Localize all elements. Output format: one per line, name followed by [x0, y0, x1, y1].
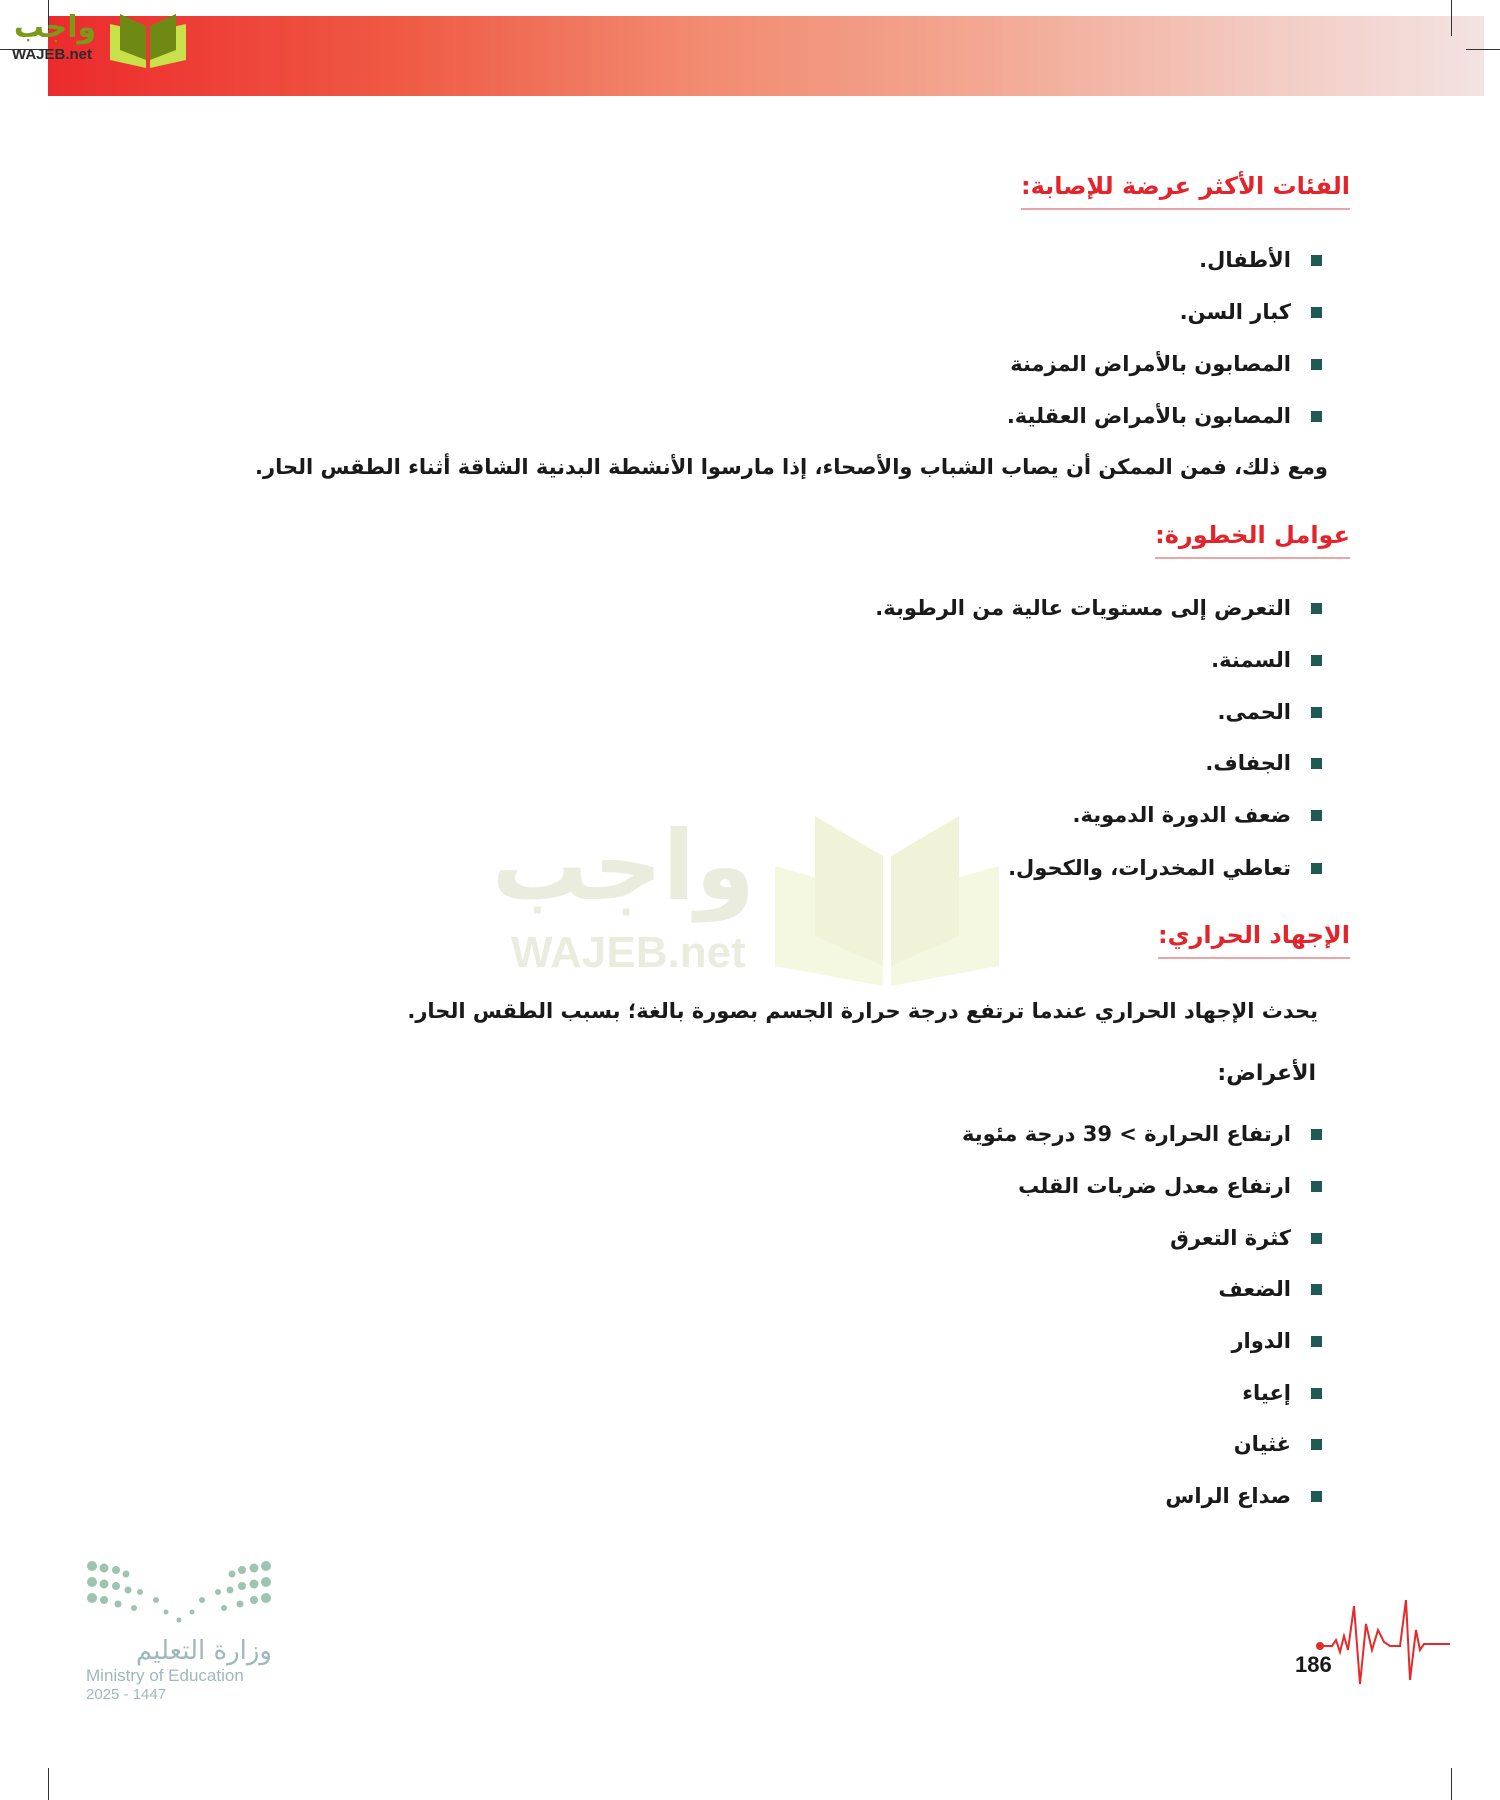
logo-arabic: واجب — [13, 10, 97, 45]
bullet-icon — [1311, 863, 1322, 874]
year-label: 2025 - 1447 — [86, 1686, 167, 1703]
definition-paragraph: يحدث الإجهاد الحراري عندما ترتفع درجة حرارة الجسم بصورة بالغة؛ بسبب الطقس الحار. — [407, 999, 1318, 1023]
bullet-icon — [1311, 1336, 1322, 1347]
crop-mark — [48, 1768, 49, 1800]
bullet-icon — [1311, 307, 1322, 318]
list-item: الأطفال. — [1199, 248, 1322, 272]
list-item: تعاطي المخدرات، والكحول. — [1008, 856, 1322, 880]
note-paragraph: ومع ذلك، فمن الممكن أن يصاب الشباب والأصحاء، إذا مارسوا الأنشطة البدنية الشاقة أثناء الطقس الحار. — [255, 455, 1328, 479]
bullet-icon — [1311, 359, 1322, 370]
bullet-icon — [1311, 411, 1322, 422]
list-item: الحمى. — [1217, 700, 1322, 724]
ministry-english: Ministry of Education — [86, 1666, 244, 1685]
bullet-icon — [1311, 655, 1322, 666]
page-number: 186 — [1295, 1652, 1332, 1677]
logo-latin: WAJEB.net — [12, 46, 93, 63]
list-item: كثرة التعرق — [1170, 1226, 1322, 1250]
list-item: المصابون بالأمراض العقلية. — [1007, 404, 1322, 428]
bullet-icon — [1311, 1181, 1322, 1192]
list-item: ضعف الدورة الدموية. — [1072, 803, 1322, 827]
list-item: غثيان — [1234, 1432, 1322, 1456]
crop-mark — [1451, 1768, 1452, 1800]
list-item: كبار السن. — [1180, 300, 1322, 324]
list-item: الجفاف. — [1205, 751, 1322, 775]
section-heading-vulnerable: الفئات الأكثر عرضة للإصابة: — [1021, 172, 1350, 210]
bullet-icon — [1311, 810, 1322, 821]
symptoms-subheading: الأعراض: — [1217, 1061, 1316, 1086]
bullet-icon — [1311, 758, 1322, 769]
list-item: المصابون بالأمراض المزمنة — [1010, 352, 1322, 376]
header-banner — [48, 16, 1484, 96]
watermark-book-icon — [775, 816, 999, 986]
bullet-icon — [1311, 1388, 1322, 1399]
section-heading-risk-factors: عوامل الخطورة: — [1155, 521, 1350, 559]
list-item: ارتفاع معدل ضربات القلب — [1018, 1174, 1322, 1198]
bullet-icon — [1311, 255, 1322, 266]
list-item: إعياء — [1242, 1381, 1322, 1405]
ministry-dots-icon — [86, 1560, 272, 1624]
list-item: ارتفاع الحرارة > 39 درجة مئوية — [962, 1122, 1322, 1146]
bullet-icon — [1311, 1129, 1322, 1140]
bullet-icon — [1311, 1439, 1322, 1450]
ministry-arabic: وزارة التعليم — [135, 1636, 272, 1666]
bullet-icon — [1311, 707, 1322, 718]
section-heading-heat-exhaustion: الإجهاد الحراري: — [1158, 921, 1350, 959]
book-icon — [106, 10, 190, 70]
list-item: الضعف — [1218, 1277, 1322, 1301]
crop-mark — [1466, 49, 1500, 50]
crop-mark — [1451, 0, 1452, 36]
bullet-icon — [1311, 1491, 1322, 1502]
bullet-icon — [1311, 603, 1322, 614]
bullet-icon — [1311, 1284, 1322, 1295]
list-item: صداع الراس — [1165, 1484, 1322, 1508]
ministry-logo — [86, 1560, 272, 1703]
bullet-icon — [1311, 1233, 1322, 1244]
heartbeat-icon — [1310, 1600, 1466, 1690]
list-item: الدوار — [1231, 1329, 1322, 1353]
list-item: السمنة. — [1211, 648, 1322, 672]
list-item: التعرض إلى مستويات عالية من الرطوبة. — [875, 596, 1322, 620]
